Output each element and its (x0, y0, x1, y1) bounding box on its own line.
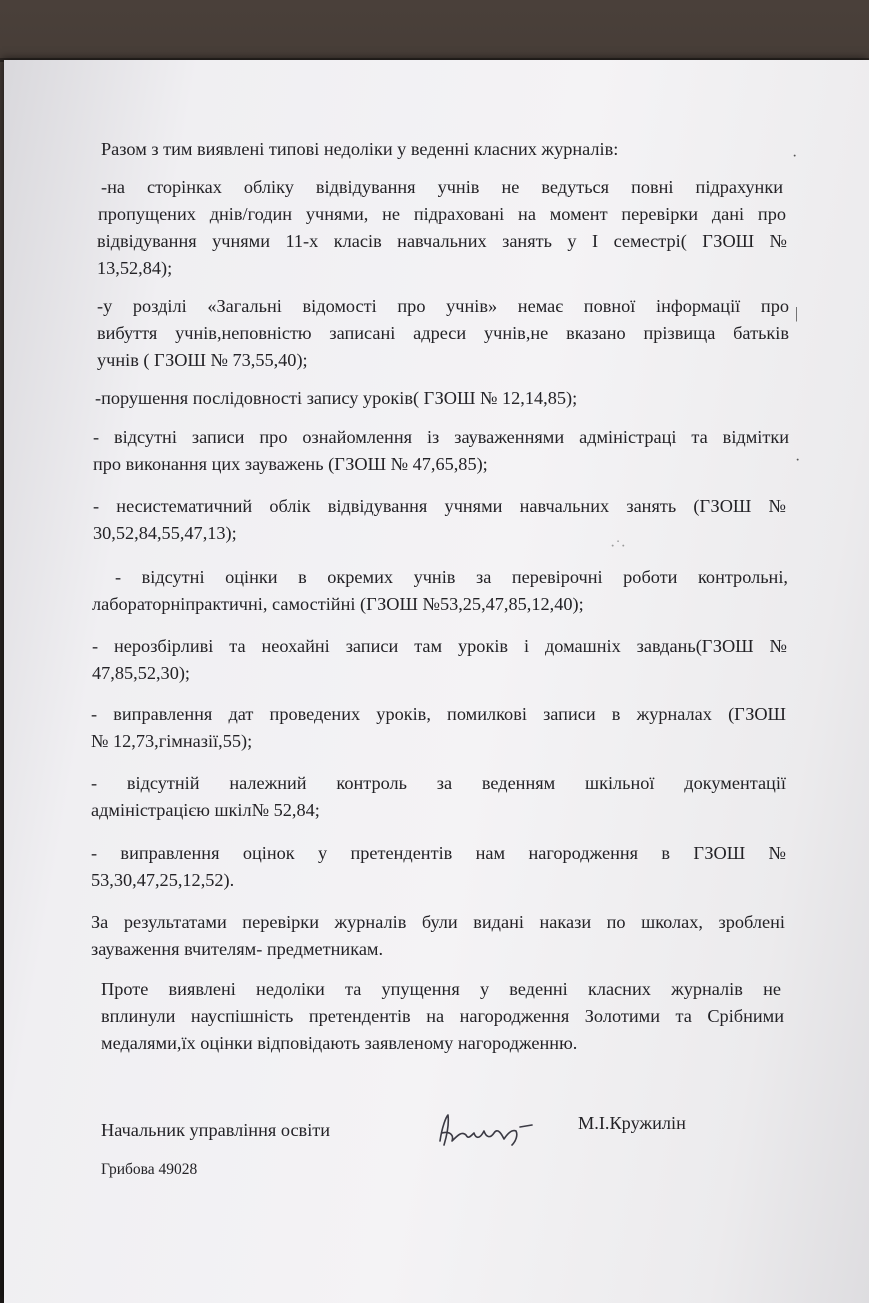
item-5-line-2: 30,52,84,55,47,13); (93, 523, 237, 543)
item-6-line-2: лабораторніпрактичні, самостійні (ГЗОШ №53,25,47,85,12,40); (92, 594, 584, 614)
item-10-line-2: 53,30,47,25,12,52). (91, 870, 235, 890)
paragraph-1-line-1: За результатами перевірки журналів були видані накази по школах, зроблені (91, 912, 785, 932)
item-5-line-1: - несистематичний облік відвідування учнями навчальних занять (ГЗОШ № (93, 496, 786, 516)
intro-line: Разом з тим виявлені типові недоліки у веденні класних журналів: (101, 139, 619, 159)
item-7-line-1: - нерозбірливі та неохайні записи там уроків і домашніх завдань(ГЗОШ № (92, 636, 787, 656)
item-10-line-1: - виправлення оцінок у претендентів нам нагородження в ГЗОШ № (91, 843, 786, 863)
item-9-line-2: адміністрацією шкіл№ 52,84; (91, 800, 320, 820)
item-1-line-3: відвідування учнями 11-х класів навчальних занять у I семестрі( ГЗОШ № (97, 231, 787, 251)
item-1-line-1: -на сторінках обліку відвідування учнів не ведуться повні підрахунки (101, 177, 783, 197)
item-4-line-2: про виконання цих зауважень (ГЗОШ № 47,65,85); (93, 454, 488, 474)
margin-mark: ·˙· (610, 538, 626, 555)
item-2-line-1: -у розділі «Загальні відомості про учнів» немає повної інформації про (97, 296, 789, 316)
item-8-line-1: - виправлення дат проведених уроків, помилкові записи в журналах (ГЗОШ (91, 704, 786, 724)
signature-position: Начальник управління освіти (101, 1120, 331, 1140)
item-2-line-3: учнів ( ГЗОШ № 73,55,40); (97, 350, 308, 370)
item-7-line-2: 47,85,52,30); (92, 663, 191, 683)
item-6-line-1: - відсутні оцінки в окремих учнів за перевірочні роботи контрольні, (115, 567, 788, 587)
item-8-line-2: № 12,73,гімназії,55); (91, 731, 253, 751)
signature-footer: Грибова 49028 (101, 1161, 198, 1178)
paragraph-2-line-3: медалями,їх оцінки відповідають заявленому нагородженню. (101, 1033, 578, 1053)
item-1-line-4: 13,52,84); (97, 258, 173, 278)
handwritten-signature (432, 1105, 542, 1155)
item-9-line-1: - відсутній належний контроль за веденням шкільної документації (91, 773, 786, 793)
item-1-line-2: пропущених днів/годин учнями, не підраховані на момент перевірки дані про (98, 204, 786, 224)
margin-mark: | (795, 305, 799, 322)
signature-name: М.І.Кружилін (578, 1113, 686, 1133)
paragraph-1-line-2: зауваження вчителям- предметникам. (91, 939, 384, 959)
paragraph-2-line-2: вплинули науспішність претендентів на нагородження Золотими та Срібними (101, 1006, 784, 1026)
item-2-line-2: вибуття учнів,неповністю записані адреси учнів,не вказано прізвища батьків (97, 323, 789, 343)
margin-mark: · (792, 148, 798, 165)
margin-mark: · (795, 452, 801, 469)
item-3-line-1: -порушення послідовності запису уроків( ГЗОШ № 12,14,85); (95, 388, 578, 408)
paragraph-2-line-1: Проте виявлені недоліки та упущення у веденні класних журналів не (101, 979, 781, 999)
item-4-line-1: - відсутні записи про ознайомлення із зауваженнями адміністраці та відмітки (93, 427, 789, 447)
